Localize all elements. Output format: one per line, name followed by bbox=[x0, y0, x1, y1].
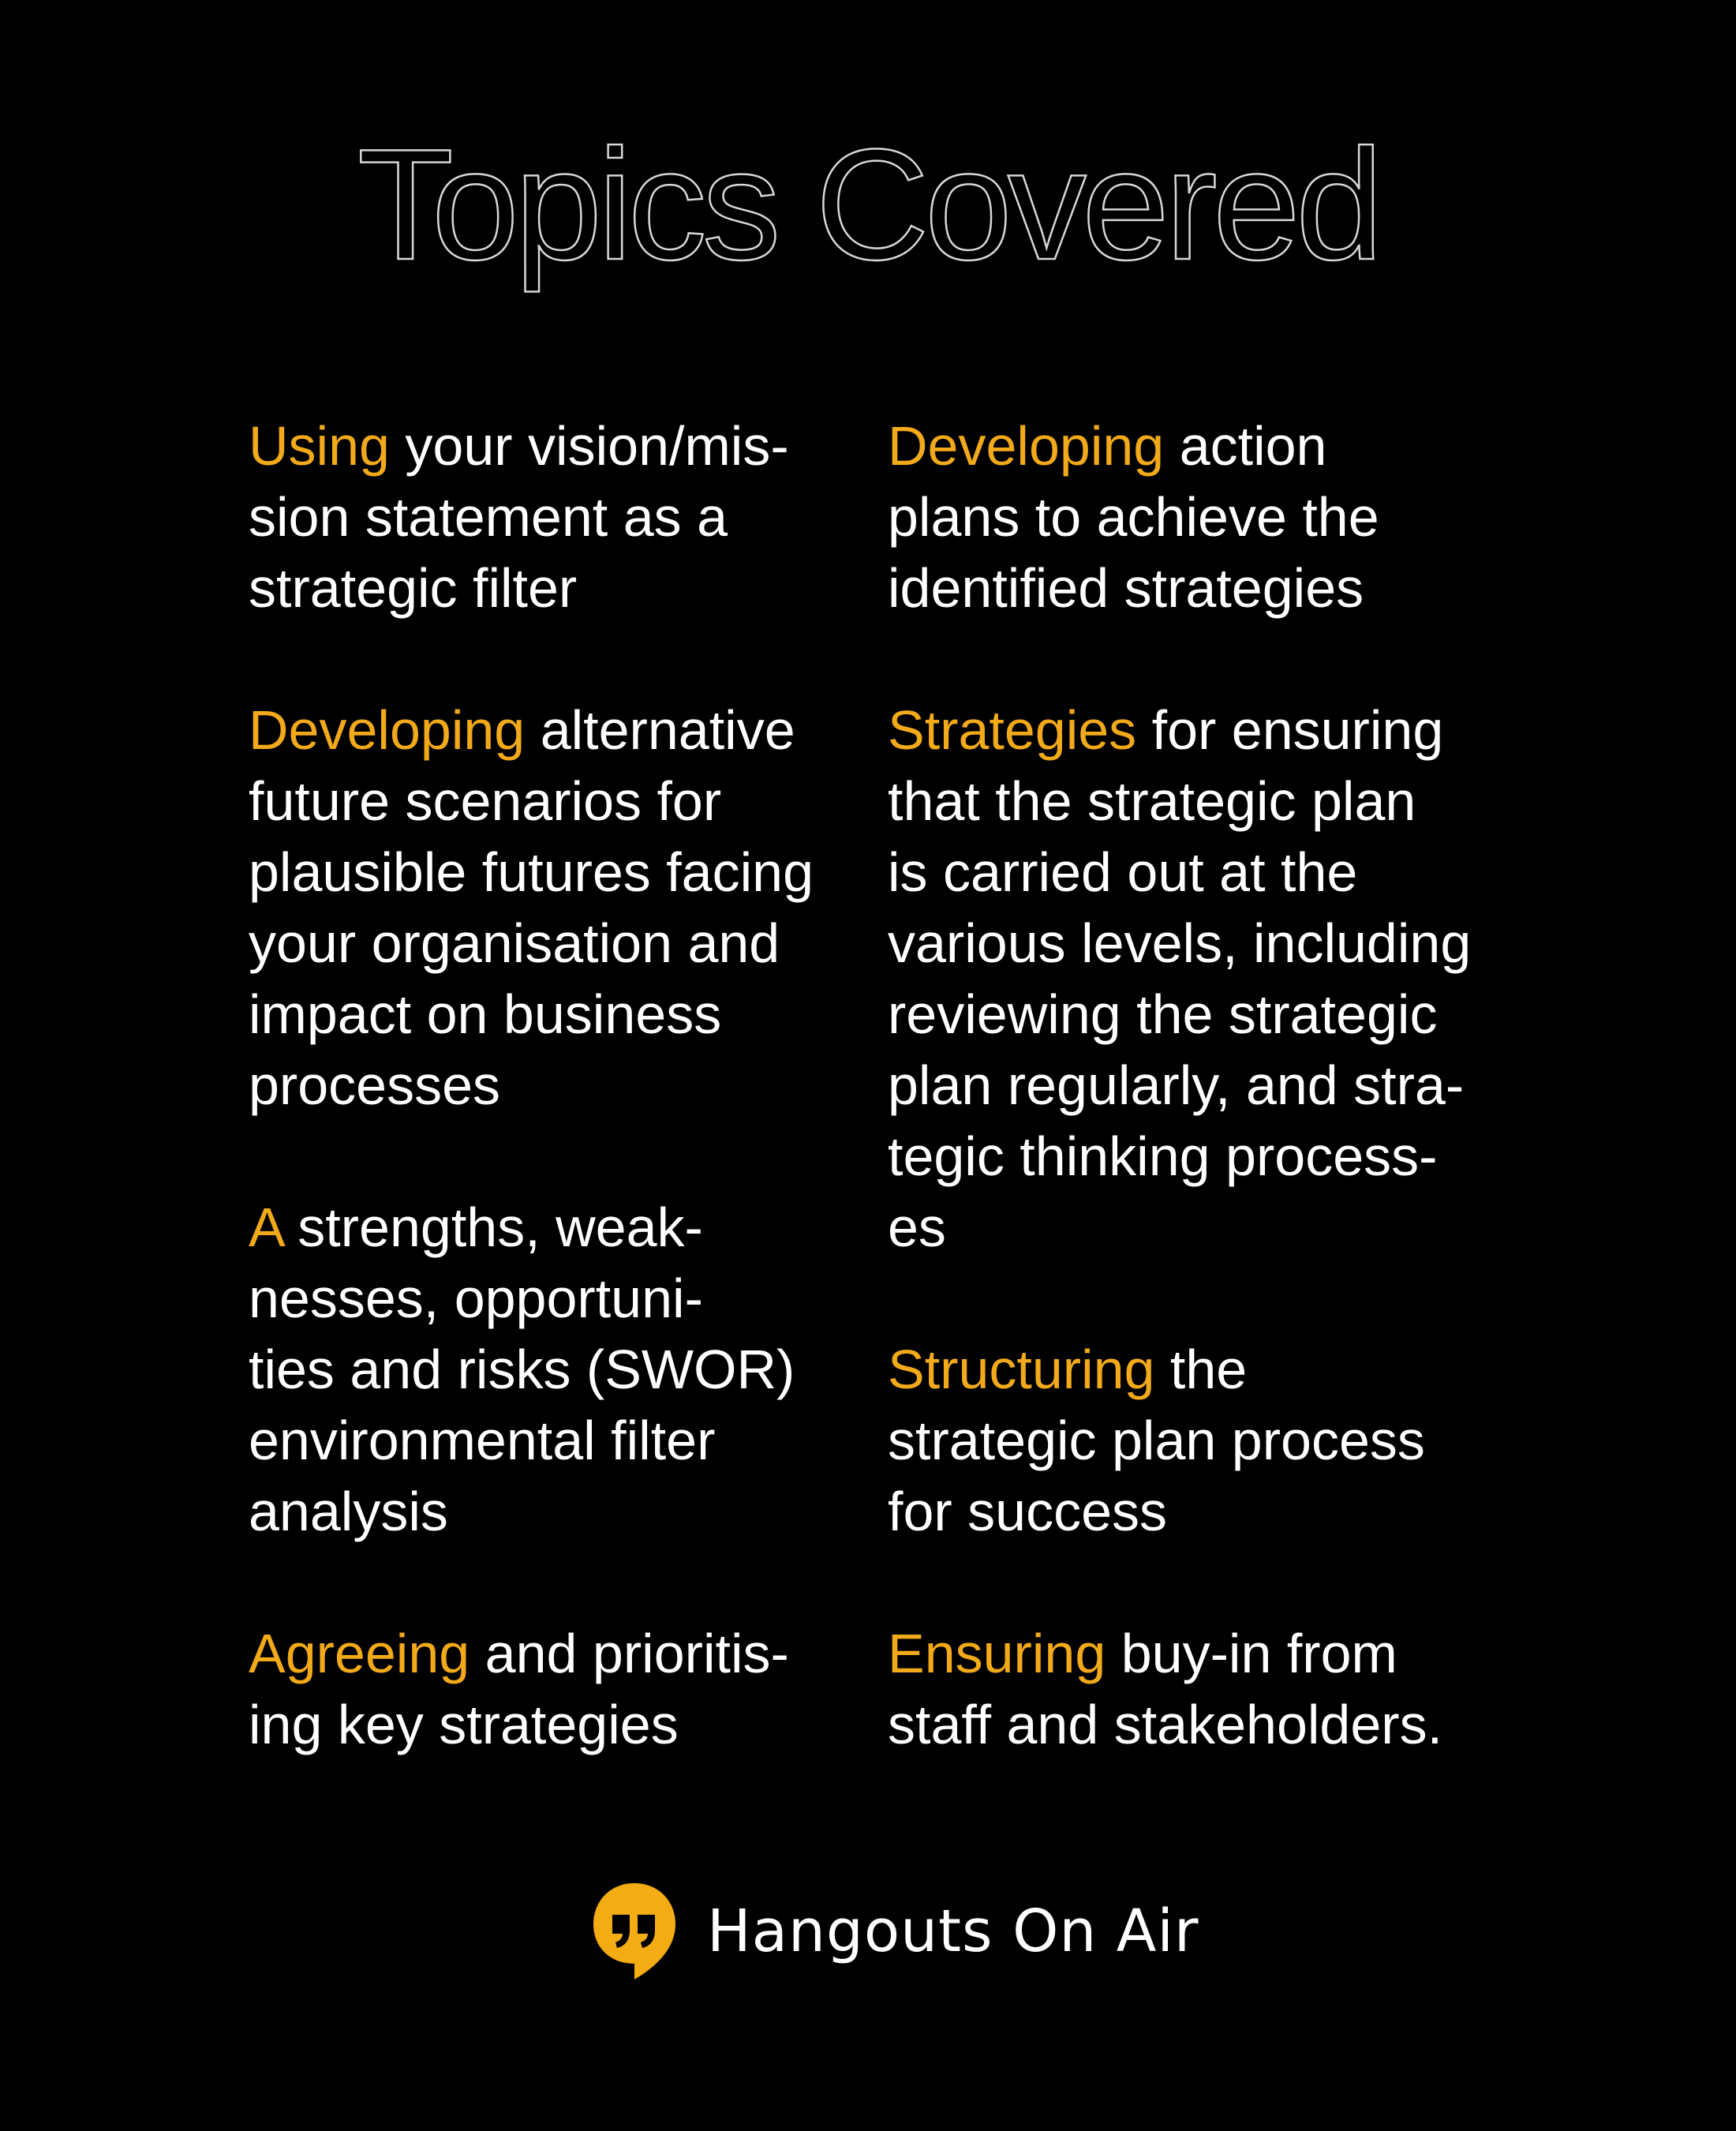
topic-text: and prioritis- ing key strategies bbox=[249, 1623, 789, 1755]
topic-text: action plans to achieve the identified strategies bbox=[888, 415, 1379, 619]
topic-text: strengths, weak- nesses, opportuni- ties and risks (SWOR) environmental filter analysis bbox=[249, 1197, 795, 1542]
topic-keyword: Using bbox=[249, 415, 390, 477]
hangouts-logo-icon bbox=[590, 1880, 679, 1983]
topic-item bbox=[888, 410, 1503, 624]
topics-left-column bbox=[249, 410, 848, 1831]
topic-keyword: Developing bbox=[249, 699, 526, 761]
topic-keyword: Agreeing bbox=[249, 1623, 470, 1684]
topic-keyword: A bbox=[249, 1197, 282, 1258]
brand-name: Hangouts On Air bbox=[707, 1897, 1199, 1965]
topic-item bbox=[888, 1618, 1503, 1760]
footer bbox=[590, 1880, 1199, 1983]
topics-right-column bbox=[888, 410, 1503, 1831]
topic-item bbox=[888, 695, 1503, 1263]
topic-text: alternative future scenarios for plausible futures facing your organisation and impact on business processes bbox=[249, 699, 814, 1116]
topic-item bbox=[249, 410, 848, 624]
topic-keyword: Ensuring bbox=[888, 1623, 1106, 1684]
topic-keyword: Developing bbox=[888, 415, 1165, 477]
topic-keyword: Structuring bbox=[888, 1339, 1155, 1400]
topic-text: for ensuring that the strategic plan is carried out at the various levels, including reviewing the strategic plan regularly, and stra- tegic thinking process- es bbox=[888, 699, 1472, 1258]
topic-item bbox=[249, 1192, 848, 1547]
topic-keyword: Strategies bbox=[888, 699, 1137, 761]
topic-text: the strategic plan process for success bbox=[888, 1339, 1425, 1542]
topic-item bbox=[249, 1618, 848, 1760]
page-title: Topics Covered bbox=[357, 117, 1379, 293]
topic-text: your vision/mis- sion statement as a strategic filter bbox=[249, 415, 789, 619]
topic-text: buy-in from staff and stakeholders. bbox=[888, 1623, 1443, 1755]
topic-item bbox=[249, 695, 848, 1121]
topic-item bbox=[888, 1334, 1503, 1547]
